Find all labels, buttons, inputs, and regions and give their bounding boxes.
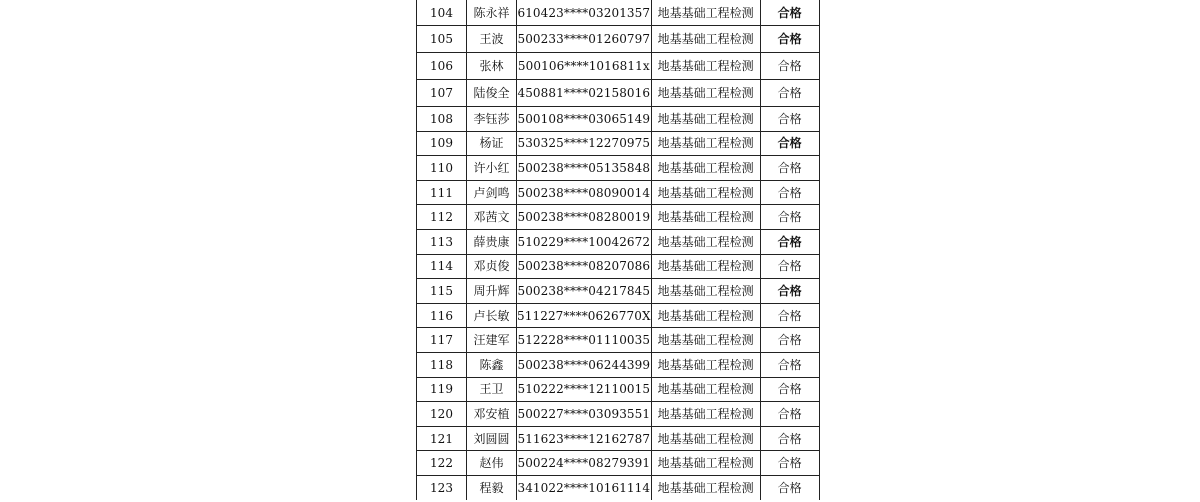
category-cell: 地基基础工程检测 — [651, 26, 760, 53]
row-number-cell: 104 — [417, 0, 467, 26]
result-cell: 合格 — [760, 26, 819, 53]
id-number-cell: 500238****06244399 — [517, 352, 652, 377]
row-number-cell: 115 — [417, 279, 467, 304]
result-cell: 合格 — [760, 254, 819, 279]
id-number-cell: 500238****08207086 — [517, 254, 652, 279]
table-row — [417, 254, 820, 279]
result-cell: 合格 — [760, 426, 819, 451]
row-number-cell: 106 — [417, 53, 467, 80]
result-cell: 合格 — [760, 402, 819, 427]
row-number-cell: 117 — [417, 328, 467, 353]
name-cell: 邓茜文 — [467, 205, 517, 230]
name-cell: 张林 — [467, 53, 517, 80]
table-row — [417, 0, 820, 26]
category-cell: 地基基础工程检测 — [651, 156, 760, 181]
result-cell: 合格 — [760, 303, 819, 328]
result-cell: 合格 — [760, 352, 819, 377]
table-row — [417, 107, 820, 132]
id-number-cell: 500106****1016811x — [517, 53, 652, 80]
row-number-cell: 121 — [417, 426, 467, 451]
name-cell: 邓贞俊 — [467, 254, 517, 279]
name-cell: 王波 — [467, 26, 517, 53]
id-number-cell: 511623****12162787 — [517, 426, 652, 451]
row-number-cell: 116 — [417, 303, 467, 328]
category-cell: 地基基础工程检测 — [651, 205, 760, 230]
result-cell: 合格 — [760, 131, 819, 156]
id-number-cell: 511227****0626770X — [517, 303, 652, 328]
name-cell: 周升辉 — [467, 279, 517, 304]
row-number-cell: 105 — [417, 26, 467, 53]
name-cell: 赵伟 — [467, 451, 517, 476]
name-cell: 程毅 — [467, 475, 517, 499]
category-cell: 地基基础工程检测 — [651, 107, 760, 132]
name-cell: 李钰莎 — [467, 107, 517, 132]
row-number-cell: 107 — [417, 80, 467, 107]
category-cell: 地基基础工程检测 — [651, 352, 760, 377]
name-cell: 刘圆圆 — [467, 426, 517, 451]
table-row — [417, 229, 820, 254]
table-row — [417, 328, 820, 353]
result-cell: 合格 — [760, 377, 819, 402]
table-row — [417, 131, 820, 156]
name-cell: 陈永祥 — [467, 0, 517, 26]
table-row — [417, 26, 820, 53]
id-number-cell: 510222****12110015 — [517, 377, 652, 402]
name-cell: 薛贵康 — [467, 229, 517, 254]
table-row — [417, 352, 820, 377]
result-cell: 合格 — [760, 475, 819, 499]
result-cell: 合格 — [760, 205, 819, 230]
table-row — [417, 475, 820, 499]
name-cell: 卢长敏 — [467, 303, 517, 328]
name-cell: 杨证 — [467, 131, 517, 156]
row-number-cell: 120 — [417, 402, 467, 427]
table-row — [417, 180, 820, 205]
table-row — [417, 279, 820, 304]
result-cell: 合格 — [760, 80, 819, 107]
result-cell: 合格 — [760, 279, 819, 304]
category-cell: 地基基础工程检测 — [651, 180, 760, 205]
row-number-cell: 122 — [417, 451, 467, 476]
id-number-cell: 500224****08279391 — [517, 451, 652, 476]
name-cell: 陈鑫 — [467, 352, 517, 377]
id-number-cell: 500108****03065149 — [517, 107, 652, 132]
name-cell: 邓安植 — [467, 402, 517, 427]
category-cell: 地基基础工程检测 — [651, 80, 760, 107]
table-row — [417, 80, 820, 107]
category-cell: 地基基础工程检测 — [651, 402, 760, 427]
category-cell: 地基基础工程检测 — [651, 131, 760, 156]
row-number-cell: 119 — [417, 377, 467, 402]
name-cell: 陆俊全 — [467, 80, 517, 107]
id-number-cell: 530325****12270975 — [517, 131, 652, 156]
id-number-cell: 500227****03093551 — [517, 402, 652, 427]
category-cell: 地基基础工程检测 — [651, 451, 760, 476]
table-row — [417, 402, 820, 427]
row-number-cell: 114 — [417, 254, 467, 279]
result-cell: 合格 — [760, 53, 819, 80]
category-cell: 地基基础工程检测 — [651, 229, 760, 254]
category-cell: 地基基础工程检测 — [651, 328, 760, 353]
result-cell: 合格 — [760, 328, 819, 353]
table-row — [417, 426, 820, 451]
table-row — [417, 53, 820, 80]
row-number-cell: 111 — [417, 180, 467, 205]
id-number-cell: 500233****01260797 — [517, 26, 652, 53]
category-cell: 地基基础工程检测 — [651, 377, 760, 402]
row-number-cell: 118 — [417, 352, 467, 377]
id-number-cell: 500238****08090014 — [517, 180, 652, 205]
result-cell: 合格 — [760, 229, 819, 254]
id-number-cell: 610423****03201357 — [517, 0, 652, 26]
id-number-cell: 512228****01110035 — [517, 328, 652, 353]
result-cell: 合格 — [760, 451, 819, 476]
category-cell: 地基基础工程检测 — [651, 475, 760, 499]
table-row — [417, 303, 820, 328]
result-cell: 合格 — [760, 0, 819, 26]
result-cell: 合格 — [760, 156, 819, 181]
category-cell: 地基基础工程检测 — [651, 303, 760, 328]
row-number-cell: 110 — [417, 156, 467, 181]
id-number-cell: 341022****10161114 — [517, 475, 652, 499]
result-cell: 合格 — [760, 180, 819, 205]
category-cell: 地基基础工程检测 — [651, 53, 760, 80]
name-cell: 汪建军 — [467, 328, 517, 353]
table-row — [417, 377, 820, 402]
category-cell: 地基基础工程检测 — [651, 254, 760, 279]
name-cell: 许小红 — [467, 156, 517, 181]
id-number-cell: 450881****02158016 — [517, 80, 652, 107]
category-cell: 地基基础工程检测 — [651, 0, 760, 26]
id-number-cell: 500238****04217845 — [517, 279, 652, 304]
row-number-cell: 112 — [417, 205, 467, 230]
row-number-cell: 109 — [417, 131, 467, 156]
name-cell: 卢剑鸣 — [467, 180, 517, 205]
row-number-cell: 108 — [417, 107, 467, 132]
row-number-cell: 123 — [417, 475, 467, 499]
id-number-cell: 500238****05135848 — [517, 156, 652, 181]
category-cell: 地基基础工程检测 — [651, 426, 760, 451]
id-number-cell: 510229****10042672 — [517, 229, 652, 254]
name-cell: 王卫 — [467, 377, 517, 402]
table-row — [417, 451, 820, 476]
table-row — [417, 205, 820, 230]
results-table — [416, 0, 820, 500]
id-number-cell: 500238****08280019 — [517, 205, 652, 230]
row-number-cell: 113 — [417, 229, 467, 254]
table-row — [417, 156, 820, 181]
category-cell: 地基基础工程检测 — [651, 279, 760, 304]
result-cell: 合格 — [760, 107, 819, 132]
table-body — [417, 0, 820, 500]
